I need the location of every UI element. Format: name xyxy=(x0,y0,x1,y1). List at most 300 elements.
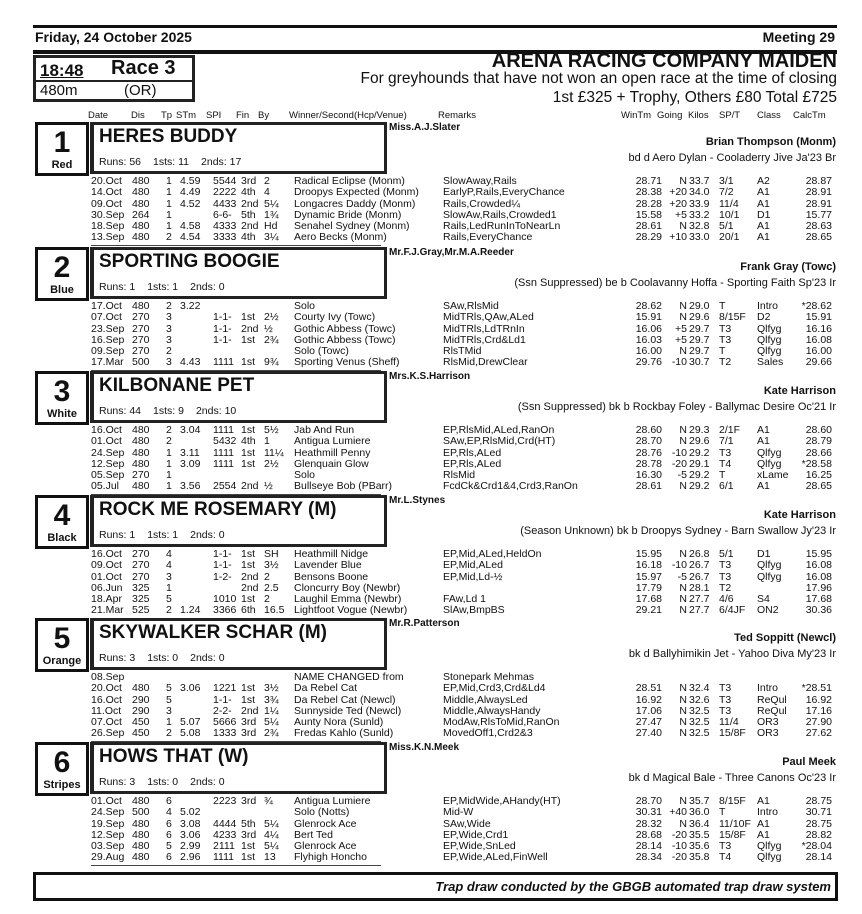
form-distance: 500 xyxy=(132,806,150,819)
form-calc-time: 28.75 xyxy=(805,817,832,830)
trap-colour: White xyxy=(47,408,77,420)
form-trap: 1 xyxy=(166,197,172,210)
form-positions: 2223 xyxy=(213,795,237,807)
form-sp: 20/1 xyxy=(719,231,740,244)
form-class: A1 xyxy=(757,795,770,807)
form-win-time: 28.70 xyxy=(635,435,662,448)
form-trap: 1 xyxy=(166,581,172,594)
form-trap: 1 xyxy=(166,186,172,199)
form-winner-second: Courty Ivy (Towc) xyxy=(294,311,376,324)
form-win-time: 29.76 xyxy=(635,356,662,369)
form-winner-second: Antigua Lumiere xyxy=(294,435,371,448)
form-row xyxy=(0,357,862,368)
form-remarks: FcdCk&Crd1&4,Crd3,RanOn xyxy=(443,480,578,493)
form-date: 17.Mar xyxy=(91,356,124,369)
form-winner-second: Senahel Sydney (Monm) xyxy=(294,220,410,233)
form-sp: T3 xyxy=(719,446,732,459)
form-going: +20 xyxy=(669,197,687,210)
form-going: N xyxy=(679,727,687,740)
form-trap: 6 xyxy=(166,851,172,864)
form-finish: 2nd xyxy=(241,322,259,335)
form-winner-second: Jab And Run xyxy=(294,424,355,436)
form-remarks: RlsTMid xyxy=(443,345,482,358)
form-distance: 270 xyxy=(132,570,150,583)
form-sp: T4 xyxy=(719,457,732,470)
form-class: Sales xyxy=(757,356,784,369)
owner: Mr.R.Patterson xyxy=(389,618,460,629)
form-trap: 2 xyxy=(166,300,172,312)
form-row xyxy=(0,187,862,198)
trap-colour: Stripes xyxy=(43,779,81,791)
col-fin: Fin xyxy=(236,110,250,121)
form-class: A1 xyxy=(757,828,770,841)
trap-number: 1 xyxy=(53,126,71,159)
form-positions: 1-2- xyxy=(213,570,232,583)
form-trap: 5 xyxy=(166,693,172,706)
form-distance-beaten: 2½ xyxy=(264,457,279,470)
owner: Mr.F.J.Gray,Mr.M.A.Reeder xyxy=(389,247,514,258)
form-date: 30.Sep xyxy=(91,208,125,221)
form-trap: 6 xyxy=(166,795,172,807)
runs-count: Runs: 56 xyxy=(99,156,142,168)
form-remarks: Rails,EveryChance xyxy=(443,231,533,244)
form-sp: 8/15F xyxy=(719,311,746,324)
form-win-time: 30.31 xyxy=(635,806,662,819)
form-lines xyxy=(0,176,862,244)
form-row xyxy=(0,695,862,706)
form-date: 06.Jun xyxy=(91,581,123,594)
form-weight: 27.7 xyxy=(689,593,710,606)
form-row xyxy=(0,481,862,492)
form-row xyxy=(0,728,862,739)
trainer: Kate Harrison xyxy=(763,509,836,521)
form-class: OR3 xyxy=(757,727,779,740)
form-positions: 1-1- xyxy=(213,322,232,335)
form-trap: 3 xyxy=(166,356,172,369)
form-calc-time: 16.25 xyxy=(805,469,832,482)
form-remarks: Rails,LedRunInToNearLn xyxy=(443,220,561,233)
form-trap: 5 xyxy=(166,593,172,606)
form-win-time: 28.71 xyxy=(635,175,662,187)
form-win-time: 28.78 xyxy=(635,457,662,470)
form-finish: 4th xyxy=(241,186,256,199)
runner-name-box xyxy=(90,618,387,670)
form-remarks: MovedOff1,Crd2&3 xyxy=(443,727,533,740)
form-distance-beaten: 1 xyxy=(264,435,270,448)
form-weight: 33.0 xyxy=(689,231,710,244)
form-finish: 3rd xyxy=(241,828,257,841)
breeding: (Ssn Suppressed) bk b Rockbay Foley - Ballymac Desire Oc'21 Ir xyxy=(517,401,836,413)
seconds-count: 2nds: 0 xyxy=(190,652,225,664)
form-going: +40 xyxy=(669,806,687,819)
form-sectional: 5.02 xyxy=(180,806,201,819)
trap-colour: Black xyxy=(47,532,77,544)
form-remarks: MidTRls,Crd&Ld1 xyxy=(443,333,526,346)
form-date: 07.Oct xyxy=(91,311,122,324)
race-conditions: For greyhounds that have not won an open race at the time of closing xyxy=(360,70,837,87)
form-distance-beaten: 4¼ xyxy=(264,828,279,841)
form-class: A1 xyxy=(757,480,770,493)
form-weight: 29.0 xyxy=(689,300,710,312)
form-distance-beaten: ½ xyxy=(264,480,273,493)
col-by: By xyxy=(258,110,270,121)
form-remarks: RlsMid,DrewClear xyxy=(443,356,528,369)
form-positions: 3333 xyxy=(213,231,237,244)
form-weight: 35.5 xyxy=(689,828,710,841)
form-going: N xyxy=(679,693,687,706)
form-finish: 1st xyxy=(241,693,256,706)
trap-box xyxy=(35,742,89,796)
runner-block xyxy=(0,495,862,619)
race-number: Race 3 xyxy=(111,57,176,79)
form-weight: 29.7 xyxy=(689,333,710,346)
form-weight: 33.2 xyxy=(689,208,710,221)
col-spi: SPI xyxy=(206,110,222,121)
firsts-count: 1sts: 9 xyxy=(153,405,184,417)
form-distance: 480 xyxy=(132,435,150,448)
form-weight: 36.4 xyxy=(689,817,710,830)
form-sp: 11/4 xyxy=(719,716,739,729)
trap-number: 6 xyxy=(53,746,71,779)
form-row xyxy=(0,335,862,346)
trap-colour: Red xyxy=(51,159,73,171)
form-calc-time: 28.14 xyxy=(805,851,832,864)
form-winner-second: Fredas Kahlo (Sunld) xyxy=(294,727,394,740)
race-time: 18:48 xyxy=(40,61,84,80)
form-finish: 1st xyxy=(241,682,256,695)
form-weight: 26.7 xyxy=(689,559,710,572)
form-going: N xyxy=(679,581,687,594)
form-weight: 32.6 xyxy=(689,693,710,706)
col-wintm: WinTm xyxy=(621,110,652,121)
form-winner-second: Da Rebel Cat (Newcl) xyxy=(294,693,396,706)
form-win-time: 16.06 xyxy=(635,322,662,335)
form-class: Intro xyxy=(757,682,779,695)
form-distance-beaten: 5¼ xyxy=(264,817,279,830)
form-finish: 1st xyxy=(241,840,256,853)
form-trap: 1 xyxy=(166,208,172,221)
form-sectional: 2.99 xyxy=(180,840,201,853)
form-positions: 1010 xyxy=(213,593,237,606)
form-distance: 480 xyxy=(132,817,150,830)
form-weight: 33.7 xyxy=(689,175,710,187)
form-win-time: 28.51 xyxy=(635,682,662,695)
form-lines xyxy=(0,549,862,617)
form-weight: 27.7 xyxy=(689,604,710,617)
form-weight: 34.0 xyxy=(689,186,710,199)
form-calc-time: 15.95 xyxy=(805,548,832,560)
form-row xyxy=(0,560,862,571)
runner-block xyxy=(0,247,862,371)
form-finish: 1st xyxy=(241,333,256,346)
form-sp: T3 xyxy=(719,333,732,346)
form-remarks: Middle,AlwaysHandy xyxy=(443,704,541,717)
form-winner-second: Antigua Lumiere xyxy=(294,795,371,807)
form-distance-beaten: 3¾ xyxy=(264,693,279,706)
form-row xyxy=(0,448,862,459)
form-class: OR3 xyxy=(757,716,779,729)
form-date: 19.Sep xyxy=(91,817,125,830)
form-going: +10 xyxy=(669,231,687,244)
runner-stats xyxy=(99,652,237,664)
form-winner-second: Dynamic Bride (Monm) xyxy=(294,208,402,221)
form-date: 23.Sep xyxy=(91,322,125,335)
form-sp: 7/2 xyxy=(719,186,734,199)
form-date: 01.Oct xyxy=(91,570,122,583)
firsts-count: 1sts: 11 xyxy=(153,156,190,168)
form-remarks: SlowAway,Rails xyxy=(443,175,517,187)
form-trap: 3 xyxy=(166,322,172,335)
form-calc-time: 15.91 xyxy=(805,311,832,324)
form-distance: 270 xyxy=(132,469,150,482)
form-distance: 325 xyxy=(132,581,150,594)
seconds-count: 2nds: 0 xyxy=(190,281,225,293)
form-trap: 1 xyxy=(166,446,172,459)
form-calc-time: 30.36 xyxy=(805,604,832,617)
runs-count: Runs: 44 xyxy=(99,405,142,417)
form-weight: 36.0 xyxy=(689,806,710,819)
form-remarks: FAw,Ld 1 xyxy=(443,593,487,606)
form-class: Qlfyg xyxy=(757,851,782,864)
form-sectional: 3.56 xyxy=(180,480,201,493)
form-sectional: 4.49 xyxy=(180,186,201,199)
form-winner-second: Bert Ted xyxy=(294,828,333,841)
form-trap: 1 xyxy=(166,457,172,470)
form-going: N xyxy=(679,311,687,324)
form-sp: 11/4 xyxy=(719,197,739,210)
form-weight: 35.6 xyxy=(689,840,710,853)
form-row xyxy=(0,346,862,357)
form-positions: 2222 xyxy=(213,186,237,199)
form-sp: 10/1 xyxy=(719,208,740,221)
runs-count: Runs: 3 xyxy=(99,776,136,788)
form-finish: 1st xyxy=(241,311,256,324)
form-distance: 480 xyxy=(132,446,150,459)
form-finish: 1st xyxy=(241,424,256,436)
trap-colour: Orange xyxy=(42,655,82,667)
form-date: 29.Aug xyxy=(91,851,125,864)
form-win-time: 28.61 xyxy=(635,220,662,233)
form-remarks: EP,Rls,ALed xyxy=(443,457,502,470)
col-kilos: Kilos xyxy=(688,110,709,121)
form-winner-second: Gothic Abbess (Towc) xyxy=(294,333,396,346)
form-remarks: EP,Mid,ALed xyxy=(443,559,503,572)
breeding: bk d Magical Bale - Three Canons Oc'23 Ir xyxy=(628,772,836,784)
form-win-time: 16.00 xyxy=(635,345,662,358)
form-distance: 270 xyxy=(132,559,150,572)
col-class: Class xyxy=(757,110,781,121)
form-weight: 26.8 xyxy=(689,548,710,560)
form-sectional: 3.09 xyxy=(180,457,201,470)
form-sp: 2/1F xyxy=(719,424,741,436)
form-class: Qlfyg xyxy=(757,570,782,583)
form-weight: 26.7 xyxy=(689,570,710,583)
form-sectional: 3.04 xyxy=(180,424,201,436)
form-row xyxy=(0,683,862,694)
form-positions: 5544 xyxy=(213,175,237,187)
form-divider xyxy=(91,865,381,866)
form-trap: 2 xyxy=(166,345,172,358)
form-weight: 29.2 xyxy=(689,480,710,493)
form-distance: 270 xyxy=(132,322,150,335)
form-remarks: ModAw,RlsToMid,RanOn xyxy=(443,716,560,729)
form-distance-beaten: 2½ xyxy=(264,311,279,324)
form-going: N xyxy=(679,817,687,830)
runner-block xyxy=(0,618,862,742)
form-sectional: 4.52 xyxy=(180,197,201,210)
form-sp: 6/1 xyxy=(719,480,734,493)
form-finish: 1st xyxy=(241,446,256,459)
form-distance: 480 xyxy=(132,197,150,210)
form-date: 11.Oct xyxy=(91,704,122,717)
form-date: 16.Sep xyxy=(91,333,125,346)
form-sp: 8/15F xyxy=(719,795,746,807)
form-remarks: SAw,RlsMid xyxy=(443,300,499,312)
form-trap: 2 xyxy=(166,604,172,617)
form-weight: 29.2 xyxy=(689,469,710,482)
form-positions: 1-1- xyxy=(213,311,232,324)
form-row xyxy=(0,312,862,323)
form-weight: 32.5 xyxy=(689,704,710,717)
form-remarks: EP,Wide,ALed,FinWell xyxy=(443,851,548,864)
form-calc-time: 28.60 xyxy=(805,424,832,436)
form-distance-beaten: 5¼ xyxy=(264,840,279,853)
form-class: Qlfyg xyxy=(757,840,782,853)
form-class: Qlfyg xyxy=(757,457,782,470)
form-winner-second: Solo (Notts) xyxy=(294,806,350,819)
form-trap: 3 xyxy=(166,311,172,324)
form-row xyxy=(0,549,862,560)
form-sp: 15/8F xyxy=(719,828,746,841)
trap-number: 5 xyxy=(53,622,71,655)
form-date: 07.Oct xyxy=(91,716,122,729)
form-winner-second: Laughil Emma (Newbr) xyxy=(294,593,402,606)
form-class: Qlfyg xyxy=(757,559,782,572)
form-sp: 6/4JF xyxy=(719,604,746,617)
breeding: (Ssn Suppressed) be b Coolavanny Hoffa - Sporting Faith Sp'23 Ir xyxy=(514,277,836,289)
form-weight: 32.8 xyxy=(689,220,710,233)
form-win-time: 28.68 xyxy=(635,828,662,841)
form-date: 18.Apr xyxy=(91,593,122,606)
form-positions: 6-6- xyxy=(213,208,232,221)
runner-stats xyxy=(99,281,237,293)
form-remarks: SlowAw,Rails,Crowded1 xyxy=(443,208,557,221)
runner-block xyxy=(0,742,862,866)
form-calc-time: 28.91 xyxy=(805,186,832,199)
form-date: 16.Oct xyxy=(91,548,122,560)
form-winner-second: Cloncurry Boy (Newbr) xyxy=(294,581,401,594)
form-positions: 5666 xyxy=(213,716,237,729)
trainer: Kate Harrison xyxy=(763,385,836,397)
form-sp: T xyxy=(719,345,726,358)
form-winner-second: Da Rebel Cat xyxy=(294,682,358,695)
form-going: -20 xyxy=(671,828,687,841)
form-going: N xyxy=(679,220,687,233)
form-distance-beaten: 2 xyxy=(264,175,270,187)
form-class: ReQul xyxy=(757,704,787,717)
form-sp: T xyxy=(719,300,726,312)
form-calc-time: 17.68 xyxy=(805,593,832,606)
form-class: S4 xyxy=(757,593,770,606)
form-winner-second: Aunty Nora (Sunld) xyxy=(294,716,384,729)
form-going: N xyxy=(679,593,687,606)
form-distance: 264 xyxy=(132,208,150,221)
form-date: 17.Oct xyxy=(91,300,122,312)
col-remarks: Remarks xyxy=(438,110,477,121)
form-weight: 35.7 xyxy=(689,795,710,807)
form-distance: 480 xyxy=(132,186,150,199)
form-distance-beaten: 2 xyxy=(264,593,270,606)
form-distance: 480 xyxy=(132,480,150,493)
form-class: Qlfyg xyxy=(757,446,782,459)
form-lines xyxy=(0,796,862,864)
form-winner-second: Lavender Blue xyxy=(294,559,362,572)
form-positions: 2554 xyxy=(213,480,237,493)
form-class: A1 xyxy=(757,231,770,244)
col-stm: STm xyxy=(176,110,197,121)
form-remarks: EP,MidWide,AHandy(HT) xyxy=(443,795,561,807)
form-remarks: Middle,AlwaysLed xyxy=(443,693,528,706)
form-win-time: 28.32 xyxy=(635,817,662,830)
form-distance-beaten: 16.5 xyxy=(264,604,285,617)
form-date: 14.Oct xyxy=(91,186,122,199)
breeding: bd d Aero Dylan - Cooladerry Jive Ja'23 Br xyxy=(628,152,836,164)
form-class: A1 xyxy=(757,220,770,233)
form-calc-time: 16.92 xyxy=(805,693,832,706)
form-trap: 1 xyxy=(166,480,172,493)
form-finish: 2nd xyxy=(241,480,259,493)
form-positions: 4233 xyxy=(213,828,237,841)
form-calc-time: 16.16 xyxy=(805,322,832,335)
form-class: Qlfyg xyxy=(757,345,782,358)
form-trap: 3 xyxy=(166,333,172,346)
form-date: 24.Sep xyxy=(91,806,125,819)
form-calc-time: 29.66 xyxy=(805,356,832,369)
form-remarks: MidTRls,QAw,ALed xyxy=(443,311,534,324)
form-win-time: 28.34 xyxy=(635,851,662,864)
form-date: 08.Sep xyxy=(91,671,125,683)
form-class: A1 xyxy=(757,186,770,199)
form-positions: 1-1- xyxy=(213,548,232,560)
form-calc-time: 28.63 xyxy=(805,220,832,233)
form-distance: 480 xyxy=(132,851,150,864)
col-date: Date xyxy=(88,110,109,121)
form-winner-second: Glenrock Ace xyxy=(294,817,357,830)
form-sectional: 4.59 xyxy=(180,175,201,187)
race-info-box xyxy=(33,55,195,102)
form-sp: T3 xyxy=(719,693,732,706)
runner-stats xyxy=(99,156,253,168)
form-class: ON2 xyxy=(757,604,779,617)
form-calc-time: 15.77 xyxy=(805,208,832,221)
form-positions: 1111 xyxy=(213,457,235,470)
form-class: D2 xyxy=(757,311,771,324)
form-row xyxy=(0,605,862,616)
form-win-time: 15.91 xyxy=(635,311,662,324)
form-distance: 480 xyxy=(132,300,150,312)
form-calc-time: 28.65 xyxy=(805,480,832,493)
form-distance: 480 xyxy=(132,175,150,187)
form-going: +20 xyxy=(669,186,687,199)
form-trap: 6 xyxy=(166,828,172,841)
form-positions: 1111 xyxy=(213,446,235,459)
form-win-time: 15.58 xyxy=(635,208,662,221)
form-distance: 270 xyxy=(132,311,150,324)
trap-box xyxy=(35,618,89,672)
form-winner-second: Heathmill Nidge xyxy=(294,548,369,560)
form-going: -5 xyxy=(677,570,687,583)
col-winner: Winner/Second(Hcp/Venue) xyxy=(289,110,407,121)
